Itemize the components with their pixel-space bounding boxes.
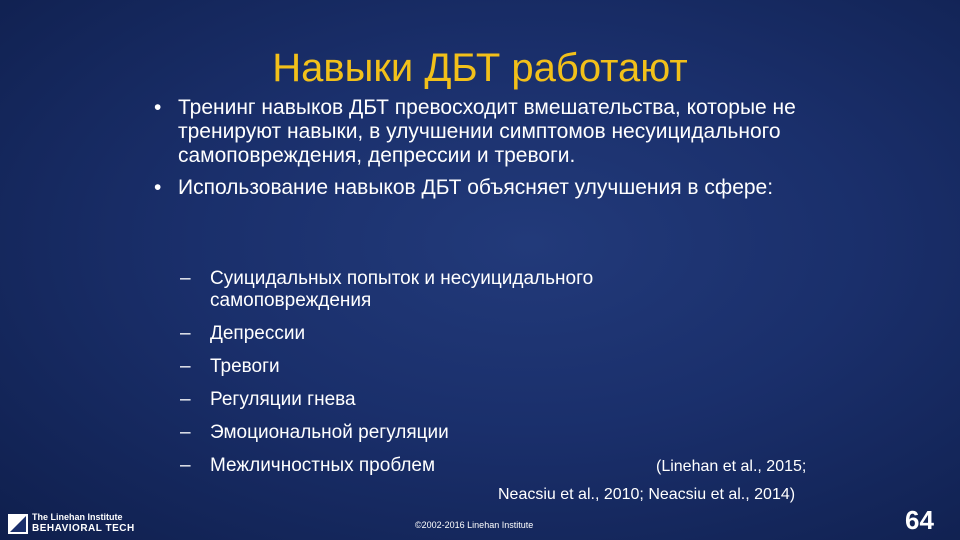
sub-item-text: Межличностных проблем xyxy=(210,455,436,476)
copyright-text: ©2002-2016 Linehan Institute xyxy=(415,520,534,530)
linehan-institute-logo xyxy=(8,512,148,536)
dash-marker: – xyxy=(180,455,191,476)
citation-line-2: Neacsiu et al., 2010; Neacsiu et al., 2014) xyxy=(498,486,796,503)
sub-item-text: Регуляции гнева xyxy=(210,389,356,410)
sub-item-text: Эмоциональной регуляции xyxy=(210,422,449,443)
citation-line-1: (Linehan et al., 2015; xyxy=(656,458,807,475)
dash-marker: – xyxy=(180,323,191,344)
bullet-list xyxy=(150,96,830,208)
sub-item xyxy=(180,455,680,477)
logo-text-line-2: BEHAVIORAL TECH xyxy=(32,523,135,534)
dash-marker: – xyxy=(180,356,191,377)
sub-item xyxy=(180,422,680,444)
logo-mark-icon xyxy=(8,514,28,534)
slide-number: 64 xyxy=(905,505,934,535)
slide-title: Навыки ДБТ работают xyxy=(272,46,688,90)
sub-item xyxy=(180,268,680,312)
bullet-item xyxy=(150,176,830,200)
sub-item xyxy=(180,323,680,345)
bullet-item xyxy=(150,96,830,168)
sub-item xyxy=(180,356,680,378)
sub-item-text: Депрессии xyxy=(210,323,306,344)
bullet-text: Тренинг навыков ДБТ превосходит вмешательства, которые не тренируют навыки, в улучшении симптомов несуицидального самоповреждения, депрессии и тревоги. xyxy=(178,96,796,167)
dash-marker: – xyxy=(180,389,191,410)
sub-item xyxy=(180,389,680,411)
bullet-text: Использование навыков ДБТ объясняет улучшения в сфере: xyxy=(178,176,774,199)
dash-marker: – xyxy=(180,422,191,443)
bullet-marker: • xyxy=(154,96,162,119)
sub-item-text: Тревоги xyxy=(210,356,280,377)
logo-text-line-1: The Linehan Institute xyxy=(32,512,123,522)
sub-list xyxy=(180,268,680,488)
bullet-marker: • xyxy=(154,176,162,199)
sub-item-text: Суицидальных попыток и несуицидального самоповреждения xyxy=(210,268,594,311)
dash-marker: – xyxy=(180,268,191,289)
